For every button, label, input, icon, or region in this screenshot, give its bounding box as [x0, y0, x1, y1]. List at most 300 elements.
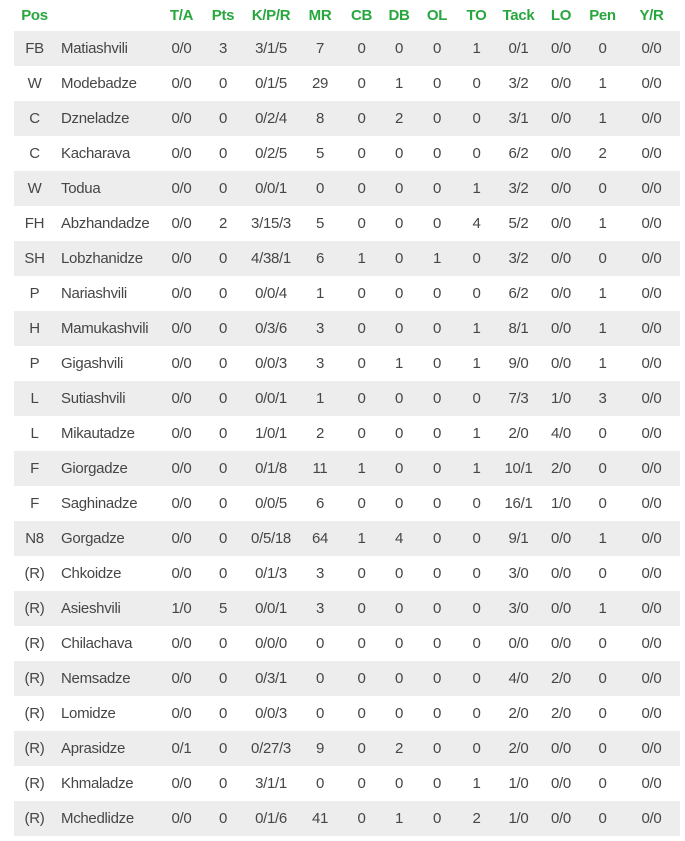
tries-assists-cell: 0/0	[171, 75, 192, 92]
kicks-passes-runs-cell: 0/0/1	[255, 600, 287, 617]
offloads-cell: 0	[432, 600, 442, 617]
player-name-cell: Nemsadze	[61, 670, 131, 687]
kicks-passes-runs-cell: 0/0/1	[255, 390, 287, 407]
tackles-cell: 7/3	[508, 390, 529, 407]
yellow-red-cell: 0/0	[641, 180, 662, 197]
points-cell: 0	[218, 810, 228, 827]
points-cell: 0	[218, 180, 228, 197]
tries-assists-cell: 0/0	[171, 40, 192, 57]
offloads-cell: 0	[432, 705, 442, 722]
kicks-passes-runs-cell: 1/0/1	[255, 425, 287, 442]
metres-run-cell: 0	[315, 635, 325, 652]
tackles-cell: 9/1	[508, 530, 529, 547]
tackles-cell: 6/2	[508, 145, 529, 162]
defenders-beaten-cell: 0	[394, 600, 404, 617]
tries-assists-cell: 0/0	[171, 705, 192, 722]
table-row	[14, 381, 680, 416]
offloads-cell: 0	[432, 180, 442, 197]
offloads-cell: 0	[432, 670, 442, 687]
position-cell: P	[29, 285, 40, 302]
turnovers-cell: 2	[472, 810, 481, 827]
offloads-cell: 0	[432, 390, 442, 407]
position-cell: L	[30, 390, 39, 407]
yellow-red-cell: 0/0	[641, 215, 662, 232]
clean-breaks-cell: 0	[357, 495, 366, 512]
metres-run-cell: 0	[315, 180, 325, 197]
tries-assists-cell: 0/0	[171, 180, 192, 197]
defenders-beaten-cell: 0	[394, 565, 404, 582]
tries-assists-cell: 0/0	[171, 635, 192, 652]
lineouts-cell: 0/0	[551, 180, 571, 197]
yellow-red-cell: 0/0	[641, 320, 662, 337]
offloads-cell: 0	[432, 355, 442, 372]
offloads-cell: 0	[432, 145, 442, 162]
tackles-cell: 3/0	[508, 565, 529, 582]
penalties-cell: 0	[598, 635, 607, 652]
points-cell: 0	[218, 635, 228, 652]
offloads-cell: 0	[432, 810, 442, 827]
points-cell: 0	[218, 705, 228, 722]
lineouts-cell: 0/0	[551, 565, 571, 582]
lineouts-cell: 2/0	[551, 705, 571, 722]
table-row	[14, 101, 680, 136]
clean-breaks-cell: 1	[357, 530, 366, 547]
metres-run-cell: 3	[315, 565, 325, 582]
points-cell: 3	[218, 40, 228, 57]
defenders-beaten-cell: 0	[394, 180, 404, 197]
lineouts-cell: 1/0	[551, 390, 571, 407]
turnovers-cell: 1	[472, 775, 481, 792]
tries-assists-cell: 0/0	[171, 320, 192, 337]
header-tries-assists: T/A	[162, 0, 201, 31]
player-name-cell: Aprasidze	[61, 740, 126, 757]
position-cell: (R)	[24, 810, 45, 827]
yellow-red-cell: 0/0	[641, 775, 662, 792]
yellow-red-cell: 0/0	[641, 740, 662, 757]
points-cell: 5	[218, 600, 228, 617]
position-cell: W	[27, 75, 42, 92]
yellow-red-cell: 0/0	[641, 565, 662, 582]
defenders-beaten-cell: 0	[394, 425, 404, 442]
player-name-cell: Chilachava	[61, 635, 133, 652]
turnovers-cell: 0	[472, 740, 481, 757]
player-name-cell: Abzhandadze	[61, 215, 150, 232]
header-tackles: Tack	[497, 0, 540, 31]
tackles-cell: 1/0	[508, 775, 529, 792]
clean-breaks-cell: 0	[357, 670, 366, 687]
player-name-cell: Gigashvili	[61, 355, 124, 372]
defenders-beaten-cell: 0	[394, 705, 404, 722]
clean-breaks-cell: 0	[357, 320, 366, 337]
position-cell: C	[29, 110, 40, 127]
points-cell: 0	[218, 495, 228, 512]
metres-run-cell: 29	[311, 75, 329, 92]
offloads-cell: 0	[432, 75, 442, 92]
penalties-cell: 1	[598, 320, 607, 337]
metres-run-cell: 3	[315, 600, 325, 617]
points-cell: 2	[218, 215, 228, 232]
penalties-cell: 1	[598, 75, 607, 92]
defenders-beaten-cell: 0	[394, 390, 404, 407]
tries-assists-cell: 0/0	[171, 285, 192, 302]
metres-run-cell: 2	[315, 425, 325, 442]
lineouts-cell: 0/0	[551, 775, 571, 792]
penalties-cell: 0	[598, 705, 607, 722]
turnovers-cell: 0	[472, 145, 481, 162]
lineouts-cell: 0/0	[551, 40, 571, 57]
yellow-red-cell: 0/0	[641, 250, 662, 267]
clean-breaks-cell: 0	[357, 565, 366, 582]
position-cell: W	[27, 180, 42, 197]
clean-breaks-cell: 1	[357, 250, 366, 267]
metres-run-cell: 0	[315, 775, 325, 792]
metres-run-cell: 41	[311, 810, 329, 827]
clean-breaks-cell: 0	[357, 40, 366, 57]
penalties-cell: 0	[598, 495, 607, 512]
tries-assists-cell: 0/0	[171, 425, 192, 442]
points-cell: 0	[218, 320, 228, 337]
defenders-beaten-cell: 0	[394, 285, 404, 302]
metres-run-cell: 11	[312, 460, 328, 477]
offloads-cell: 0	[432, 635, 442, 652]
defenders-beaten-cell: 0	[394, 320, 404, 337]
lineouts-cell: 0/0	[551, 530, 571, 547]
player-name-cell: Giorgadze	[61, 460, 128, 477]
player-name-cell: Asieshvili	[61, 600, 121, 617]
penalties-cell: 1	[598, 600, 607, 617]
lineouts-cell: 0/0	[551, 110, 571, 127]
yellow-red-cell: 0/0	[641, 810, 662, 827]
penalties-cell: 0	[598, 775, 607, 792]
yellow-red-cell: 0/0	[641, 495, 662, 512]
yellow-red-cell: 0/0	[641, 530, 662, 547]
penalties-cell: 1	[598, 530, 607, 547]
tackles-cell: 4/0	[508, 670, 529, 687]
tries-assists-cell: 0/0	[171, 810, 192, 827]
table-row	[14, 766, 680, 801]
turnovers-cell: 1	[472, 40, 481, 57]
metres-run-cell: 5	[315, 145, 325, 162]
turnovers-cell: 0	[472, 530, 481, 547]
penalties-cell: 2	[598, 145, 607, 162]
player-name-cell: Matiashvili	[61, 40, 128, 57]
clean-breaks-cell: 0	[357, 355, 366, 372]
table-row	[14, 556, 680, 591]
tackles-cell: 8/1	[508, 320, 529, 337]
player-name-cell: Modebadze	[61, 75, 137, 92]
position-cell: (R)	[24, 600, 45, 617]
table-row	[14, 801, 680, 836]
table-row	[14, 66, 680, 101]
lineouts-cell: 0/0	[551, 75, 571, 92]
turnovers-cell: 0	[472, 495, 481, 512]
lineouts-cell: 0/0	[551, 215, 571, 232]
header-points: Pts	[201, 0, 245, 31]
turnovers-cell: 0	[472, 600, 481, 617]
metres-run-cell: 3	[315, 355, 325, 372]
yellow-red-cell: 0/0	[641, 390, 662, 407]
yellow-red-cell: 0/0	[641, 285, 662, 302]
defenders-beaten-cell: 0	[394, 635, 404, 652]
lineouts-cell: 0/0	[551, 355, 571, 372]
points-cell: 0	[218, 460, 228, 477]
tries-assists-cell: 0/0	[171, 215, 192, 232]
tries-assists-cell: 0/0	[171, 460, 192, 477]
kicks-passes-runs-cell: 0/1/5	[255, 75, 287, 92]
penalties-cell: 0	[598, 565, 607, 582]
penalties-cell: 0	[598, 250, 607, 267]
table-header	[14, 0, 680, 31]
player-name-cell: Kacharava	[61, 145, 131, 162]
header-offloads: OL	[418, 0, 456, 31]
yellow-red-cell: 0/0	[641, 705, 662, 722]
clean-breaks-cell: 0	[357, 635, 366, 652]
lineouts-cell: 4/0	[551, 425, 571, 442]
turnovers-cell: 0	[472, 75, 481, 92]
points-cell: 0	[218, 110, 228, 127]
metres-run-cell: 7	[315, 40, 325, 57]
kicks-passes-runs-cell: 0/0/4	[255, 285, 287, 302]
tries-assists-cell: 0/0	[171, 530, 192, 547]
tackles-cell: 3/1	[508, 110, 529, 127]
offloads-cell: 0	[432, 320, 442, 337]
table-row	[14, 136, 680, 171]
points-cell: 0	[218, 775, 228, 792]
tackles-cell: 3/2	[508, 75, 529, 92]
table-row	[14, 171, 680, 206]
position-cell: (R)	[24, 670, 45, 687]
clean-breaks-cell: 0	[357, 390, 366, 407]
player-name-cell: Khmaladze	[61, 775, 134, 792]
metres-run-cell: 8	[315, 110, 325, 127]
offloads-cell: 0	[432, 740, 442, 757]
penalties-cell: 1	[598, 215, 607, 232]
penalties-cell: 0	[598, 740, 607, 757]
header-pos: Pos	[14, 0, 55, 31]
kicks-passes-runs-cell: 0/0/5	[255, 495, 287, 512]
player-name-cell: Nariashvili	[61, 285, 127, 302]
clean-breaks-cell: 0	[357, 425, 366, 442]
player-stats-table	[14, 0, 680, 836]
offloads-cell: 0	[432, 495, 442, 512]
position-cell: L	[30, 425, 39, 442]
offloads-cell: 0	[432, 425, 442, 442]
kicks-passes-runs-cell: 0/0/1	[255, 180, 287, 197]
turnovers-cell: 1	[472, 425, 481, 442]
turnovers-cell: 0	[472, 110, 481, 127]
table-body	[14, 31, 680, 836]
tries-assists-cell: 0/0	[171, 355, 192, 372]
lineouts-cell: 2/0	[551, 670, 571, 687]
metres-run-cell: 6	[315, 250, 325, 267]
player-name-cell: Saghinadze	[61, 495, 138, 512]
turnovers-cell: 0	[472, 250, 481, 267]
defenders-beaten-cell: 0	[394, 495, 404, 512]
clean-breaks-cell: 0	[357, 75, 366, 92]
lineouts-cell: 0/0	[551, 810, 571, 827]
turnovers-cell: 1	[472, 460, 481, 477]
turnovers-cell: 1	[472, 320, 481, 337]
yellow-red-cell: 0/0	[641, 600, 662, 617]
yellow-red-cell: 0/0	[641, 110, 662, 127]
header-lineouts: LO	[540, 0, 582, 31]
header-yellow-red-cards: Y/R	[623, 0, 680, 31]
lineouts-cell: 0/0	[551, 635, 571, 652]
player-name-cell: Gorgadze	[61, 530, 125, 547]
kicks-passes-runs-cell: 0/0/0	[255, 635, 287, 652]
points-cell: 0	[218, 670, 228, 687]
penalties-cell: 1	[598, 285, 607, 302]
tries-assists-cell: 0/0	[171, 565, 192, 582]
defenders-beaten-cell: 0	[394, 215, 404, 232]
player-name-cell: Chkoidze	[61, 565, 122, 582]
position-cell: F	[30, 460, 39, 477]
player-name-cell: Mchedlidze	[61, 810, 134, 827]
defenders-beaten-cell: 1	[394, 75, 404, 92]
kicks-passes-runs-cell: 0/0/3	[255, 355, 287, 372]
player-name-cell: Dzneladze	[61, 110, 130, 127]
defenders-beaten-cell: 0	[394, 460, 404, 477]
tackles-cell: 2/0	[508, 425, 529, 442]
defenders-beaten-cell: 0	[394, 40, 404, 57]
table-row	[14, 206, 680, 241]
turnovers-cell: 4	[472, 215, 481, 232]
penalties-cell: 1	[598, 110, 607, 127]
table-row	[14, 591, 680, 626]
kicks-passes-runs-cell: 0/3/6	[255, 320, 287, 337]
offloads-cell: 0	[432, 565, 442, 582]
tries-assists-cell: 0/0	[171, 495, 192, 512]
metres-run-cell: 1	[315, 390, 325, 407]
tries-assists-cell: 0/0	[171, 110, 192, 127]
player-name-cell: Todua	[61, 180, 101, 197]
table-row	[14, 696, 680, 731]
lineouts-cell: 0/0	[551, 320, 571, 337]
kicks-passes-runs-cell: 0/2/5	[255, 145, 287, 162]
clean-breaks-cell: 0	[357, 600, 366, 617]
kicks-passes-runs-cell: 0/0/3	[255, 705, 287, 722]
table-row	[14, 241, 680, 276]
lineouts-cell: 0/0	[551, 145, 571, 162]
offloads-cell: 0	[432, 215, 442, 232]
position-cell: F	[30, 495, 39, 512]
tackles-cell: 10/1	[504, 460, 533, 477]
table-row	[14, 731, 680, 766]
defenders-beaten-cell: 4	[394, 530, 404, 547]
yellow-red-cell: 0/0	[641, 355, 662, 372]
metres-run-cell: 1	[315, 285, 325, 302]
tackles-cell: 2/0	[508, 705, 529, 722]
clean-breaks-cell: 0	[357, 705, 366, 722]
tries-assists-cell: 1/0	[171, 600, 192, 617]
player-name-cell: Lomidze	[61, 705, 116, 722]
defenders-beaten-cell: 1	[394, 810, 404, 827]
points-cell: 0	[218, 285, 228, 302]
tackles-cell: 0/0	[508, 635, 529, 652]
tries-assists-cell: 0/0	[171, 390, 192, 407]
yellow-red-cell: 0/0	[641, 145, 662, 162]
points-cell: 0	[218, 355, 228, 372]
clean-breaks-cell: 0	[357, 810, 366, 827]
header-penalties: Pen	[582, 0, 623, 31]
position-cell: C	[29, 145, 40, 162]
defenders-beaten-cell: 0	[394, 250, 404, 267]
header-metres-run: MR	[297, 0, 343, 31]
penalties-cell: 0	[598, 180, 607, 197]
points-cell: 0	[218, 740, 228, 757]
tries-assists-cell: 0/0	[171, 250, 192, 267]
position-cell: P	[29, 355, 40, 372]
header-turnovers: TO	[456, 0, 497, 31]
tackles-cell: 6/2	[508, 285, 529, 302]
points-cell: 0	[218, 250, 228, 267]
offloads-cell: 0	[432, 285, 442, 302]
kicks-passes-runs-cell: 3/15/3	[251, 215, 291, 232]
tackles-cell: 0/1	[508, 40, 529, 57]
table-row	[14, 416, 680, 451]
header-clean-breaks: CB	[343, 0, 380, 31]
turnovers-cell: 0	[472, 285, 481, 302]
kicks-passes-runs-cell: 3/1/1	[255, 775, 287, 792]
metres-run-cell: 9	[315, 740, 325, 757]
defenders-beaten-cell: 2	[394, 110, 404, 127]
defenders-beaten-cell: 1	[394, 355, 404, 372]
position-cell: (R)	[24, 705, 45, 722]
yellow-red-cell: 0/0	[641, 425, 662, 442]
table-row	[14, 276, 680, 311]
kicks-passes-runs-cell: 0/1/8	[255, 460, 287, 477]
penalties-cell: 1	[598, 355, 607, 372]
table-row	[14, 31, 680, 66]
clean-breaks-cell: 0	[357, 740, 366, 757]
position-cell: (R)	[24, 775, 45, 792]
offloads-cell: 1	[432, 250, 442, 267]
defenders-beaten-cell: 0	[394, 670, 404, 687]
table-row	[14, 661, 680, 696]
position-cell: (R)	[24, 565, 45, 582]
header-row	[14, 0, 680, 31]
lineouts-cell: 2/0	[551, 460, 571, 477]
turnovers-cell: 1	[472, 180, 481, 197]
position-cell: SH	[24, 250, 45, 267]
lineouts-cell: 0/0	[551, 740, 571, 757]
turnovers-cell: 0	[472, 705, 481, 722]
metres-run-cell: 3	[315, 320, 325, 337]
kicks-passes-runs-cell: 0/5/18	[251, 530, 291, 547]
turnovers-cell: 0	[472, 565, 481, 582]
tackles-cell: 3/0	[508, 600, 529, 617]
offloads-cell: 0	[432, 775, 442, 792]
yellow-red-cell: 0/0	[641, 460, 662, 477]
kicks-passes-runs-cell: 4/38/1	[251, 250, 291, 267]
tackles-cell: 16/1	[504, 495, 533, 512]
table-row	[14, 346, 680, 381]
lineouts-cell: 0/0	[551, 250, 571, 267]
yellow-red-cell: 0/0	[641, 40, 662, 57]
clean-breaks-cell: 0	[357, 180, 366, 197]
lineouts-cell: 0/0	[551, 600, 571, 617]
tackles-cell: 3/2	[508, 250, 529, 267]
defenders-beaten-cell: 0	[394, 775, 404, 792]
metres-run-cell: 6	[315, 495, 325, 512]
offloads-cell: 0	[432, 40, 442, 57]
tackles-cell: 9/0	[508, 355, 529, 372]
player-name-cell: Lobzhanidze	[61, 250, 143, 267]
clean-breaks-cell: 0	[357, 215, 366, 232]
tackles-cell: 1/0	[508, 810, 529, 827]
offloads-cell: 0	[432, 460, 442, 477]
table-row	[14, 486, 680, 521]
